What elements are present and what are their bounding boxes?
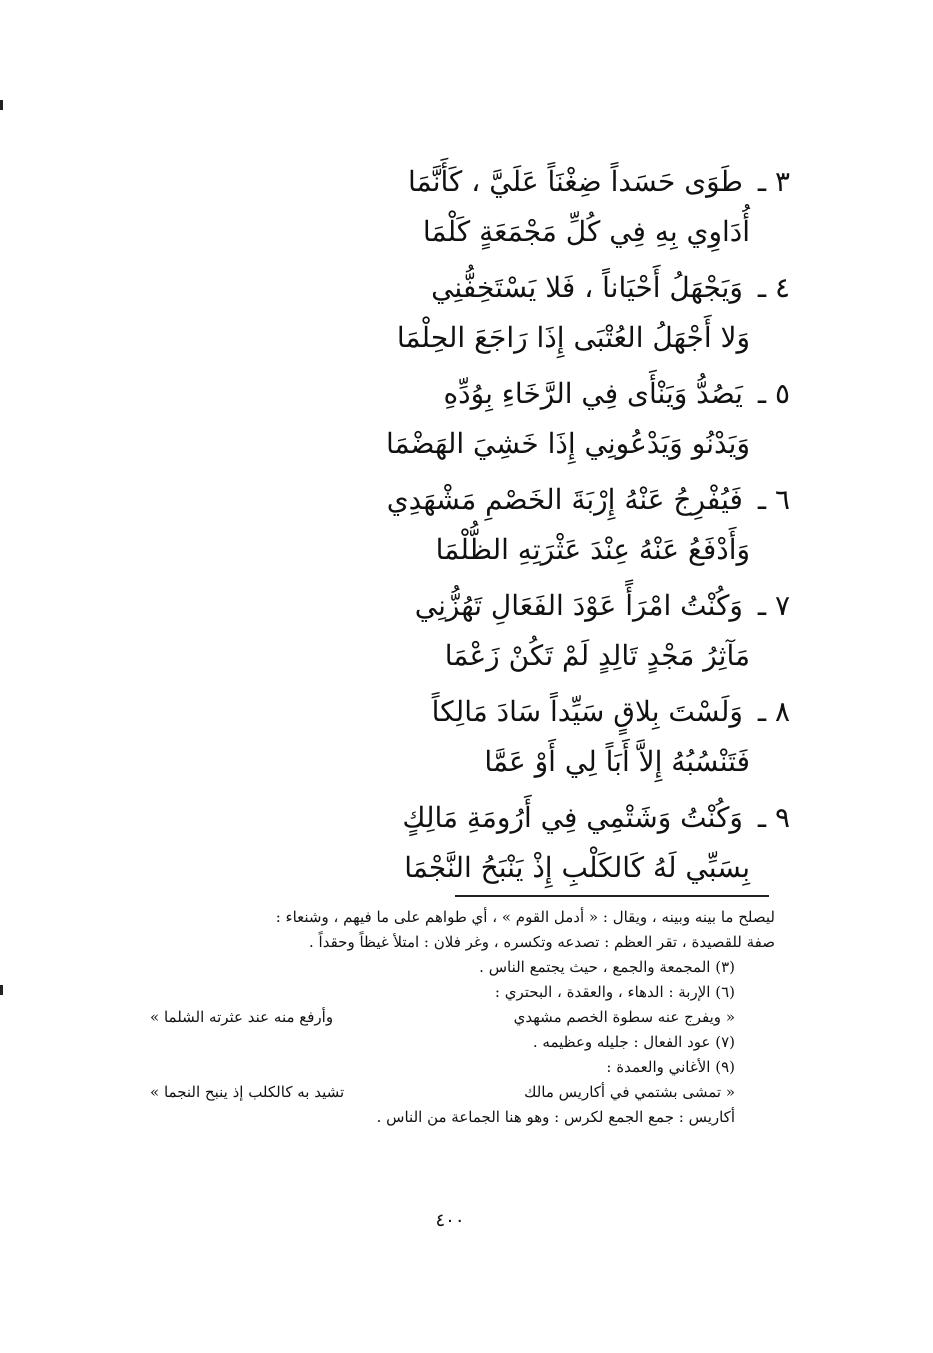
verse-first-hemistich <box>432 692 790 732</box>
verse-second-hemistich: وَلا أَجْهَلُ العُتْبَى إِذَا رَاجَعَ الحِلْمَا <box>396 321 750 354</box>
verse-number: ٥ ـ <box>757 377 790 410</box>
hemistich-text: وَيَجْهَلُ أَحْيَاناً ، فَلا يَسْتَخِفُّنِي <box>431 271 743 304</box>
hemistich-text: وَكُنْتُ امْرَأً عَوْدَ الفَعَالِ تَهُزُّنِي <box>414 589 743 622</box>
verse-second-hemistich: أُدَاوِي بِهِ فِي كُلِّ مَجْمَعَةٍ كَلْمَا <box>422 215 750 248</box>
hemistich-text: فَيُفْرِجُ عَنْهُ إِرْبَةَ الخَصْمِ مَشْهَدِي <box>386 483 743 516</box>
verse-number: ٨ ـ <box>757 695 790 728</box>
footnote-line: (٦) الإربة : الدهاء ، والعقدة ، البحتري : <box>494 983 735 1001</box>
footnote-divider <box>455 895 769 897</box>
verse-number: ٦ ـ <box>757 483 790 516</box>
scan-edge-mark <box>0 100 3 110</box>
quoted-hemistich: « ويفرج عنه سطوة الخصم مشهدي <box>513 1008 735 1026</box>
scan-edge-mark <box>0 985 3 995</box>
verse-first-hemistich <box>431 268 790 308</box>
verse-number: ٩ ـ <box>757 801 790 834</box>
verse-second-hemistich: فَتَنْسُبُهُ إِلاَّ أَبَاً لِي أَوْ عَمَّا <box>484 745 750 778</box>
hemistich-text: يَصُدُّ وَيَنْأَى فِي الرَّخَاءِ بِوُدِّهِ <box>443 377 743 410</box>
quoted-verse <box>150 1005 775 1030</box>
quoted-verse <box>150 1080 775 1105</box>
verse-first-hemistich <box>408 162 790 202</box>
verse-first-hemistich <box>402 798 790 838</box>
footnotes <box>150 905 775 1130</box>
verse-8 <box>150 680 790 786</box>
hemistich-text: وَلَسْتَ بِلاقٍ سَيِّداً سَادَ مَالِكاً <box>431 695 743 728</box>
footnote-line: (٧) عود الفعال : جليله وعظيمه . <box>532 1033 735 1051</box>
poem-verses <box>150 150 790 892</box>
verse-number: ٣ ـ <box>757 165 790 198</box>
verse-9 <box>150 786 790 892</box>
verse-second-hemistich: وَيَدْنُو وَيَدْعُونِي إِذَا خَشِيَ الهَضْمَا <box>385 427 750 460</box>
verse-first-hemistich <box>415 586 790 626</box>
quoted-hemistich: وأرفع منه عند عثرته الشلما » <box>150 1008 334 1026</box>
quoted-hemistich: « تمشى بشتمي في أكاريس مالك <box>524 1083 735 1101</box>
verse-second-hemistich: بِسَبِّي لَهُ كَالكَلْبِ إِذْ يَنْبَحُ النَّجْمَا <box>404 851 750 884</box>
footnote-line: (٣) المجمعة والجمع ، حيث يجتمع الناس . <box>479 958 735 976</box>
footnote-line: أكاريس : جمع الجمع لكرس : وهو هنا الجماعة من الناس . <box>376 1108 735 1126</box>
verse-5 <box>150 362 790 468</box>
hemistich-text: وَكُنْتُ وَشَتْمِي فِي أَرُومَةِ مَالِكٍ <box>402 801 743 834</box>
verse-second-hemistich: مَآثِرُ مَجْدٍ تَالِدٍ لَمْ تَكُنْ زَعْمَا <box>444 639 750 672</box>
verse-number: ٤ ـ <box>757 271 790 304</box>
quoted-hemistich: تشيد به كالكلب إذ ينبح النجما » <box>150 1083 345 1101</box>
verse-second-hemistich: وَأَدْفَعُ عَنْهُ عِنْدَ عَثْرَتِهِ الظُّلْمَا <box>435 533 750 566</box>
verse-first-hemistich <box>387 480 790 520</box>
footnote-line: ليصلح ما بينه وبينه ، ويقال : « أدمل القوم » ، أي طواهم على ما فيهم ، وشنعاء : <box>275 908 775 926</box>
verse-number: ٧ ـ <box>757 589 790 622</box>
hemistich-text: طَوَى حَسَداً ضِغْنَاً عَلَيَّ ، كَأَنَّمَا <box>408 165 743 198</box>
page-number: ٤٠٠ <box>435 1210 465 1231</box>
verse-6 <box>150 468 790 574</box>
verse-first-hemistich <box>443 374 790 414</box>
footnote-line: (٩) الأغاني والعمدة : <box>606 1058 735 1076</box>
footnote-line: صفة للقصيدة ، تقر العظم : تصدعه وتكسره ، وغر فلان : امتلأ غيظاً وحقداً . <box>309 933 775 951</box>
verse-4 <box>150 256 790 362</box>
verse-3 <box>150 150 790 256</box>
verse-7 <box>150 574 790 680</box>
